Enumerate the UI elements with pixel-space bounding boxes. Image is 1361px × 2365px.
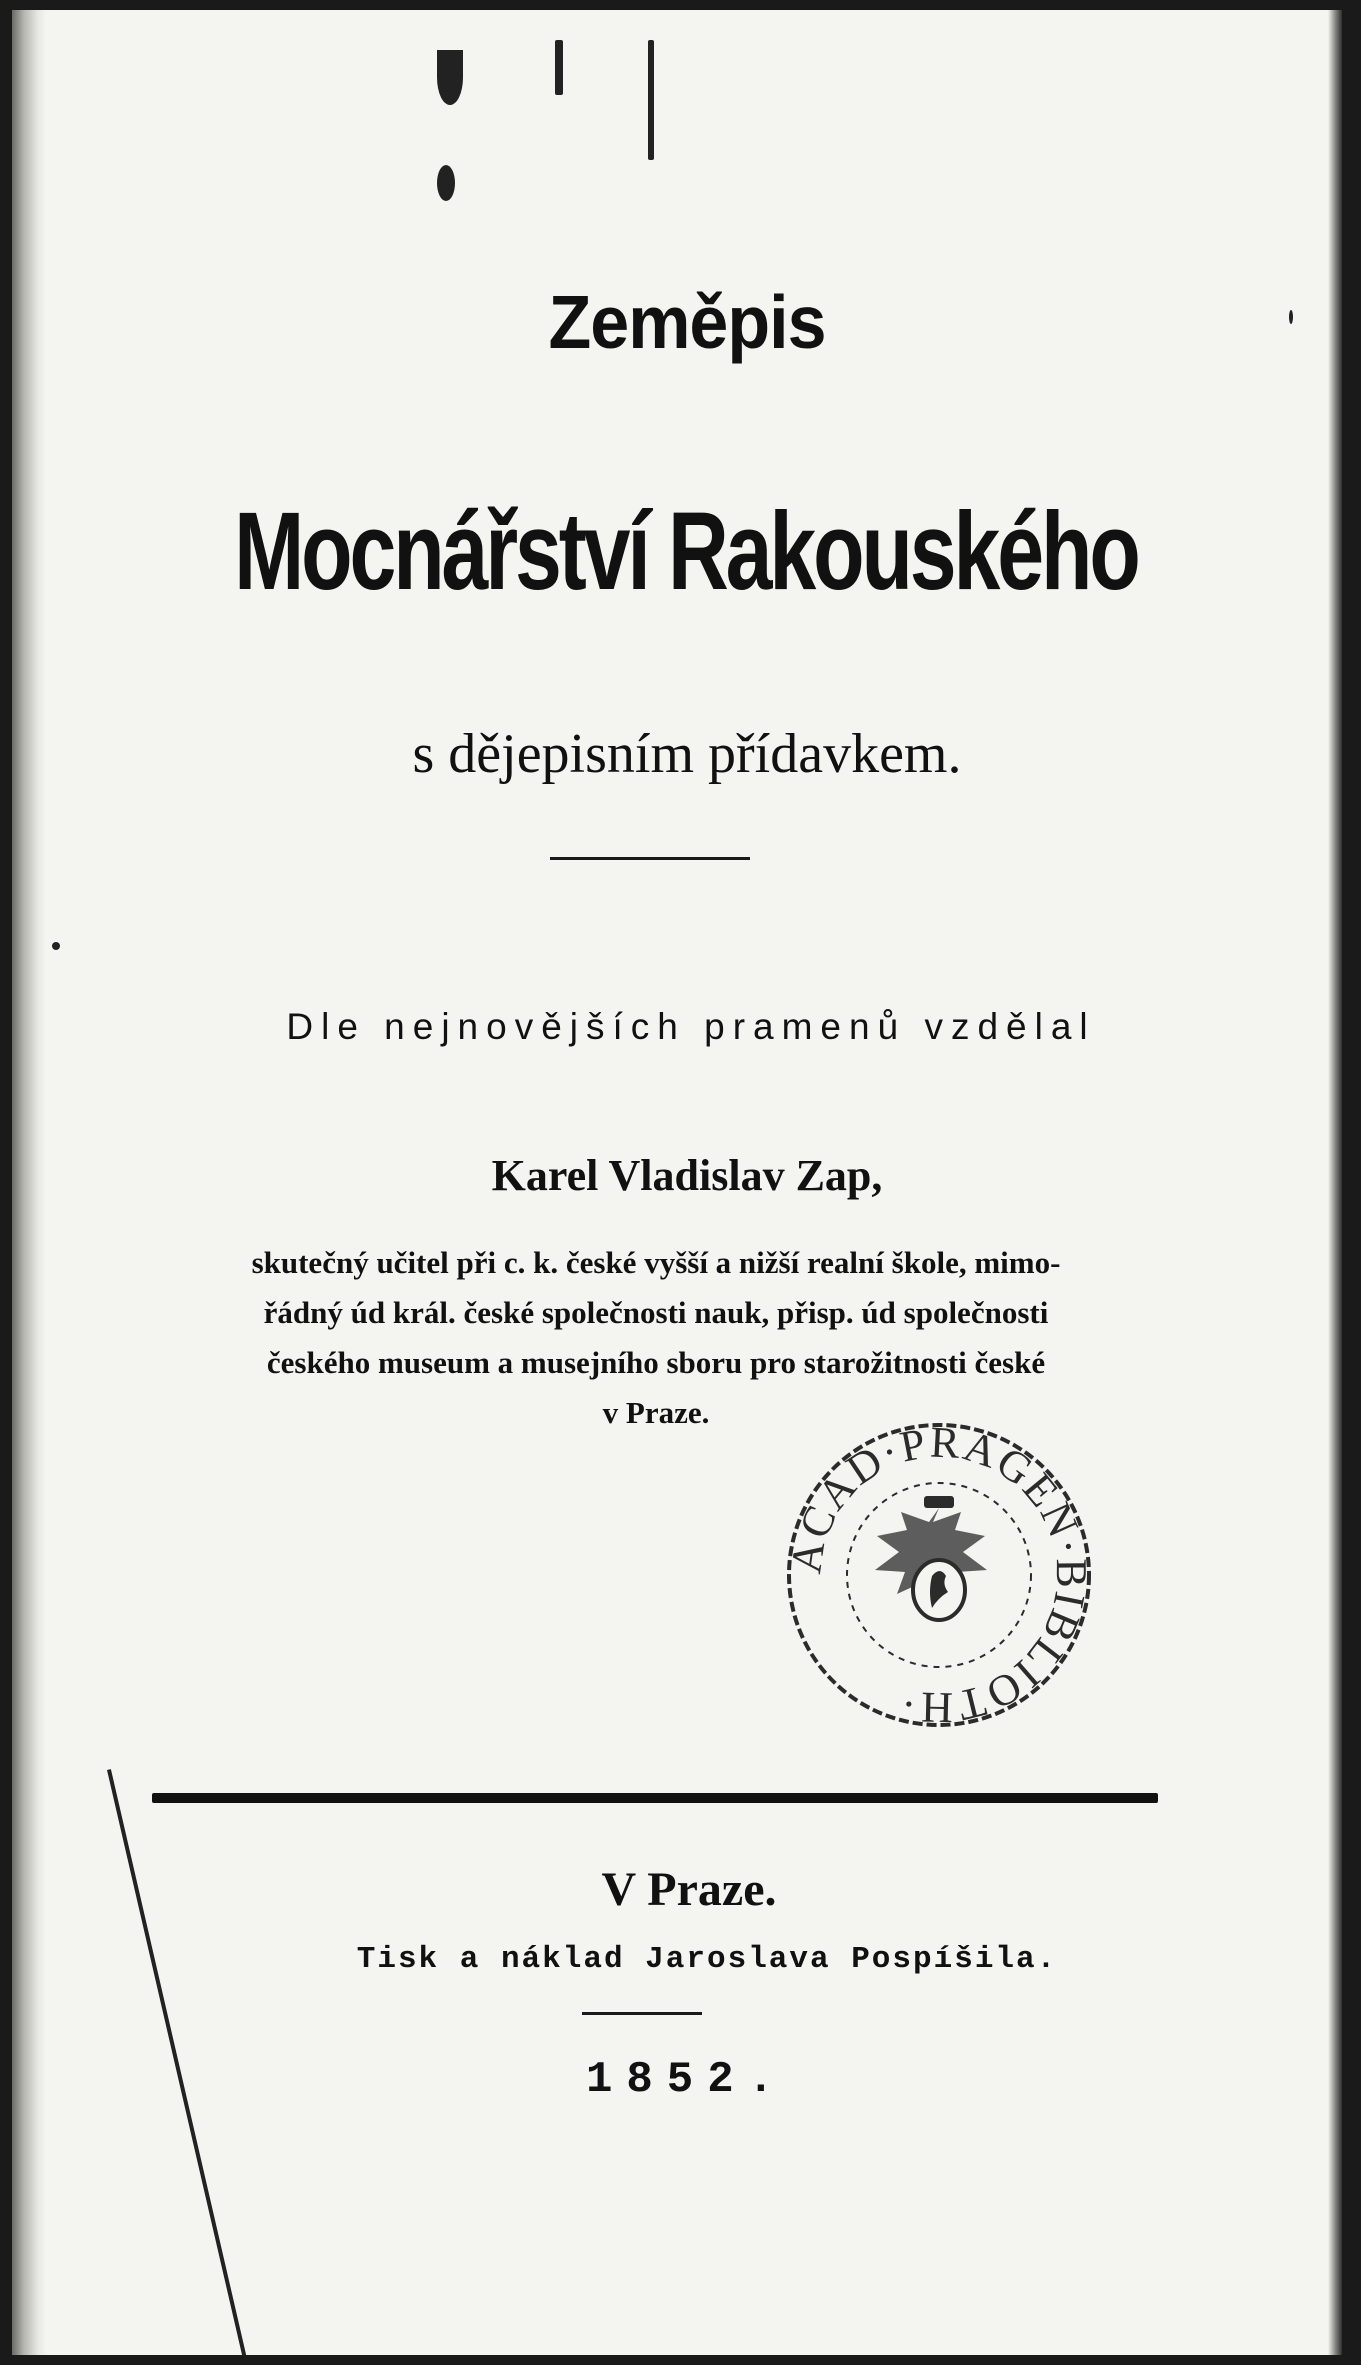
- affiliation-line: řádný úd král. české společnosti nauk, přisp. úd společnosti: [263, 1295, 1049, 1330]
- affiliation-line: skutečný učitel při c. k. české vyšší a nižší realní škole, mimo-: [251, 1245, 1061, 1280]
- printer-publisher: Tisk a náklad Jaroslava Pospíšila.: [356, 1942, 1058, 1977]
- publication-year: 1852.: [585, 2055, 789, 2105]
- divider-thick: [152, 1793, 1158, 1803]
- scan-speck: [648, 40, 654, 160]
- divider-lower: [582, 2012, 702, 2015]
- divider-upper: [550, 857, 750, 860]
- library-stamp: [774, 1410, 1104, 1740]
- affiliation-line: českého museum a musejního sboru pro starožitnosti české: [266, 1345, 1046, 1380]
- author-name: Karel Vladislav Zap,: [491, 1151, 883, 1200]
- author-affiliation: [130, 1238, 1182, 1438]
- stamp-text: ACAD·PRAGEN·BIBLIOTH·: [781, 1417, 1097, 1733]
- book-title: Zeměpis: [548, 279, 826, 365]
- scan-speck: [555, 40, 563, 95]
- publication-place: V Praze.: [601, 1863, 777, 1916]
- scan-speck: [437, 165, 455, 201]
- affiliation-line: v Praze.: [602, 1395, 710, 1430]
- compiled-by-line: Dle nejnovějších pramenů vzdělal: [286, 1006, 1096, 1047]
- title-page: [12, 10, 1342, 2355]
- double-eagle-emblem: [875, 1496, 987, 1620]
- scan-speck: [437, 50, 463, 105]
- book-subtitle: s dějepisním přídavkem.: [412, 723, 962, 785]
- book-main-title: Mocnářství Rakouského: [234, 488, 1138, 613]
- scan-speck: [52, 942, 60, 950]
